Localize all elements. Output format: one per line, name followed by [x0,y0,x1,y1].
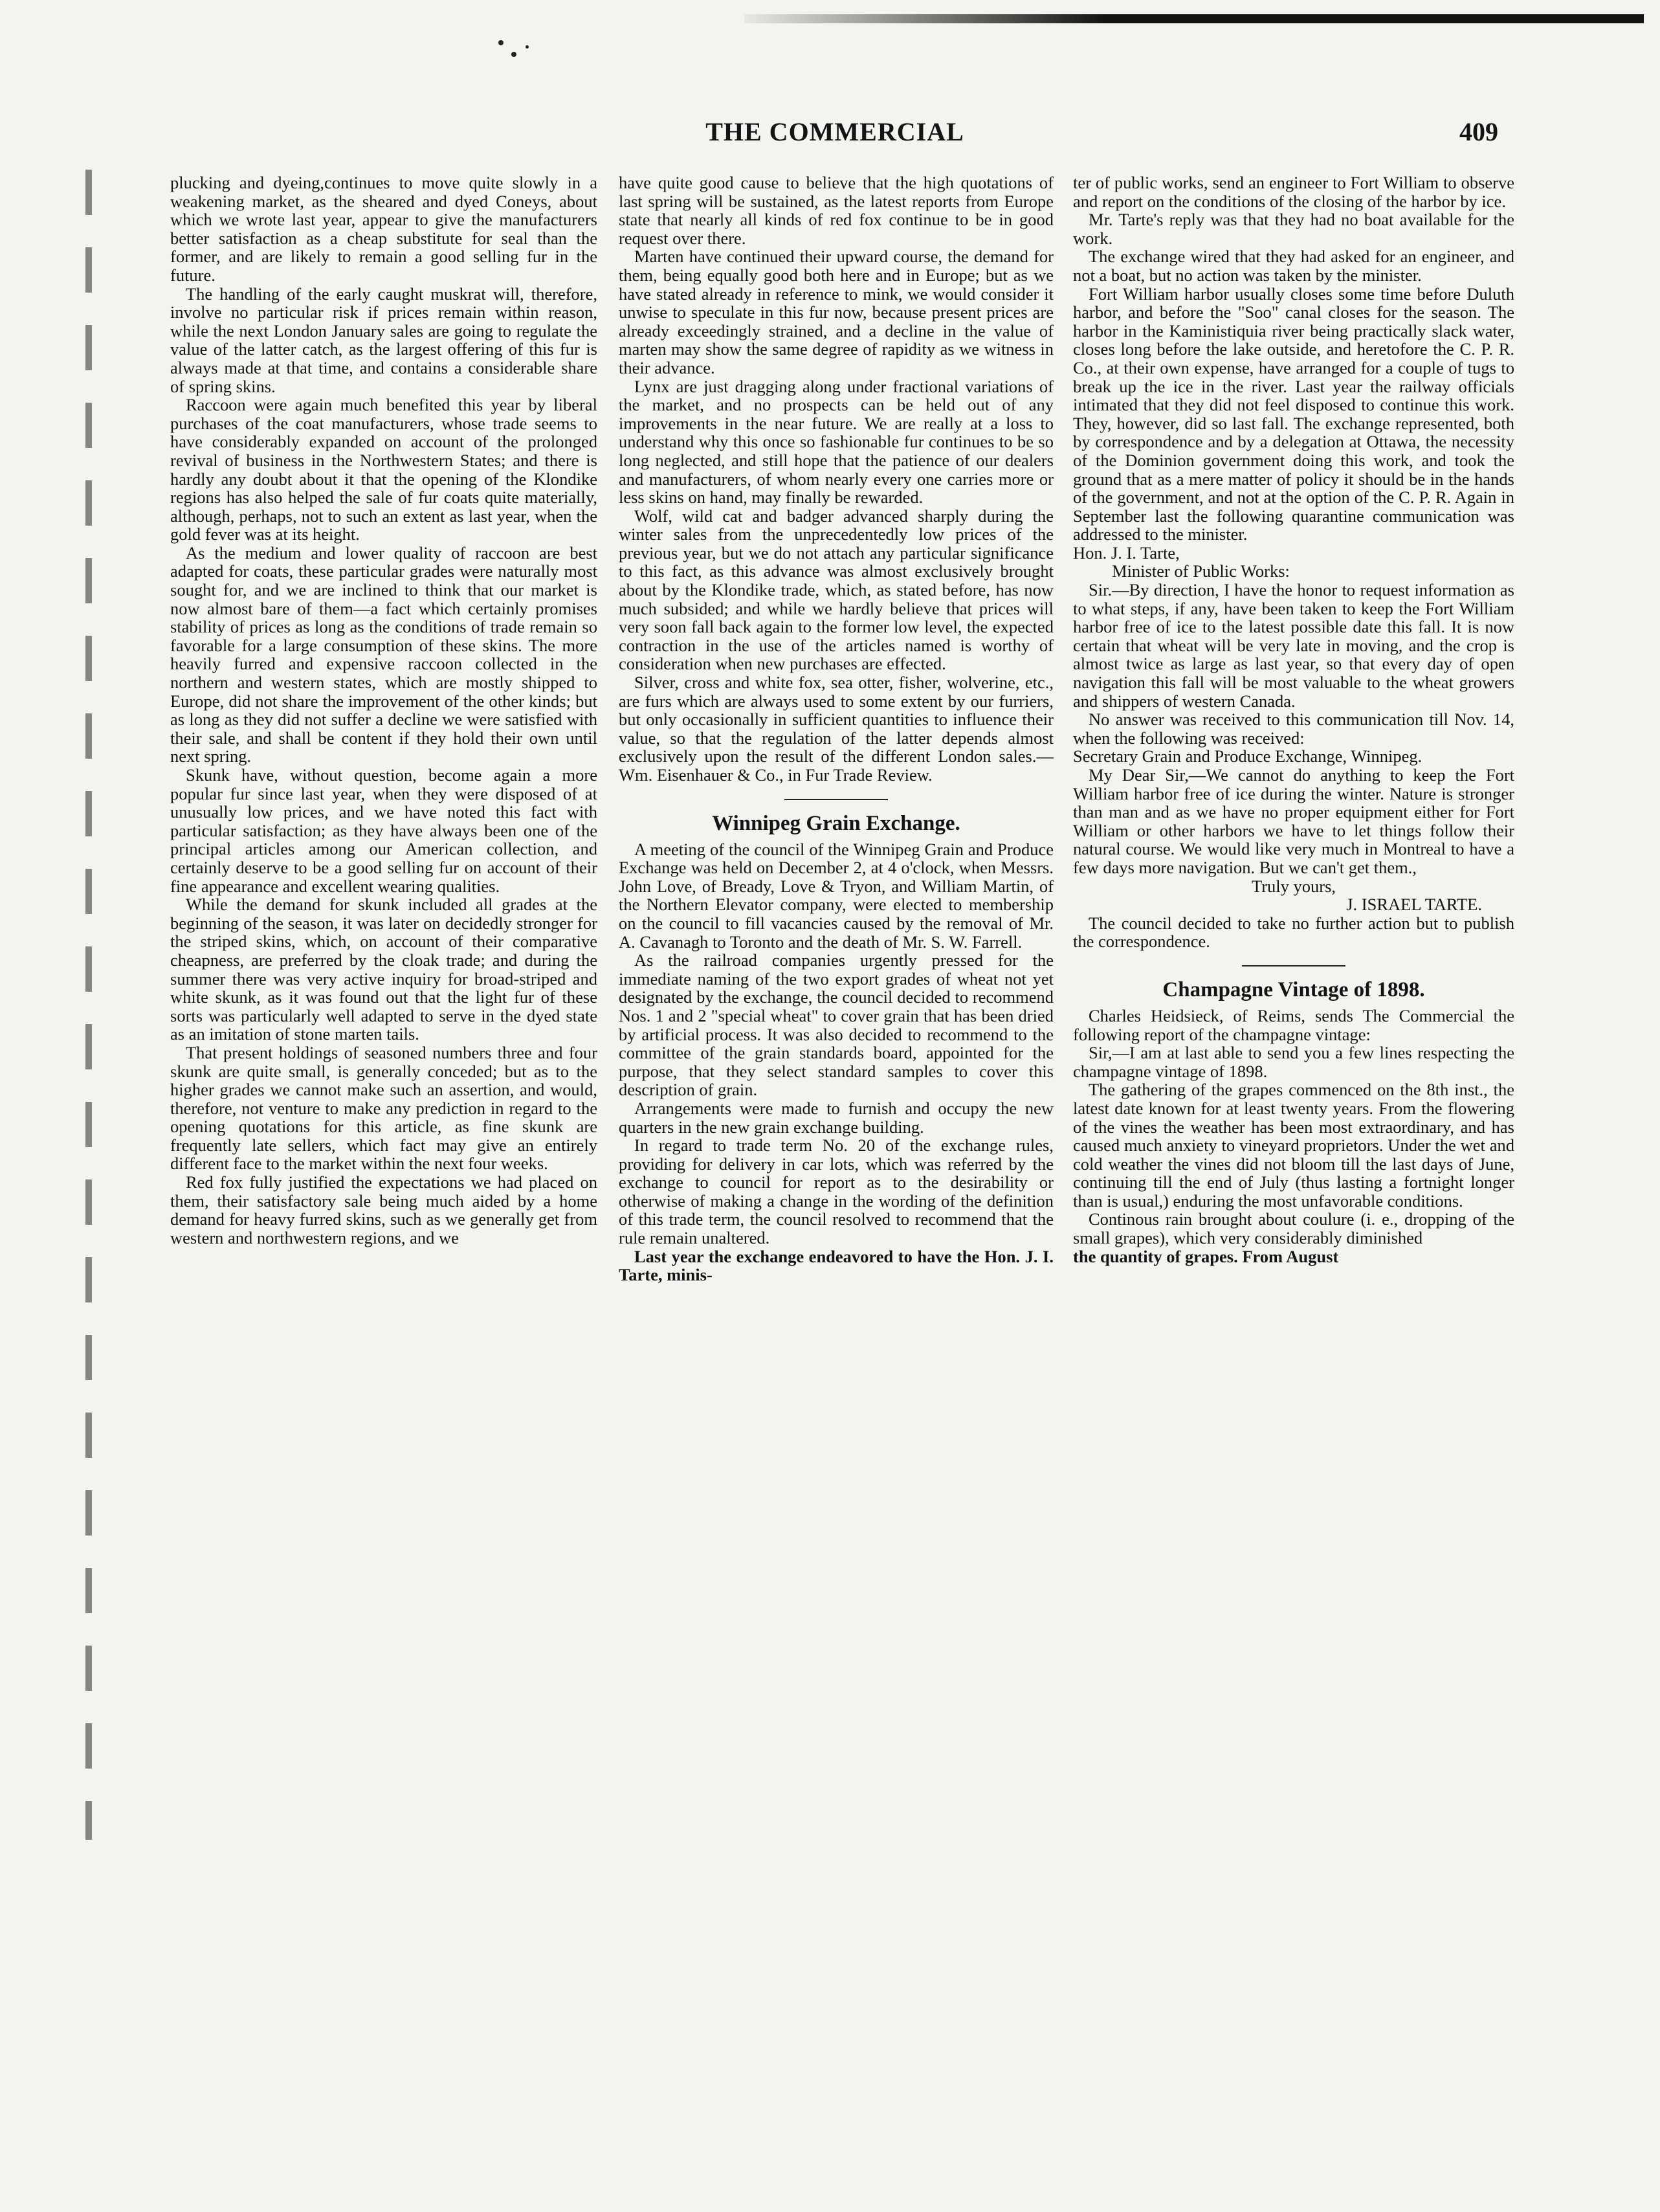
letter-addressee: Secretary Grain and Produce Exchange, Winnipeg. [1073,746,1422,766]
scan-left-margin-marks [85,170,92,1840]
section-divider [784,799,888,800]
page-header [159,117,1511,158]
paragraph: As the medium and lower quality of raccoon are best adapted for coats, these particular grades were naturally most sought for, and we are inclined to think that our market is now almost bare of them—a fact which certainly promises stability of prices as long as the conditions of trade remain so favorable for a large consumption of these skins. The more heavily furred and expensive raccoon collected in the northern and western states, which are mostly shipped to Europe, did not share the improvement of the other kinds; but as long as they did not suffer a decline we were satisfied with their sale, and shall be content if they hold their own until next spring. [170,542,597,766]
paragraph: That present holdings of seasoned numbers three and four skunk are quite small, is generally conceded; but as to the higher grades we cannot make such an assertion, and would, therefore, not venture to make any prediction in regard to the opening quotations for this article, as fine skunk are frequently late sellers, which fact may give an entirely different face to the market within the next four weeks. [170,1042,597,1174]
scan-dot [526,45,529,49]
paragraph: Last year the exchange endeavored to have the Hon. J. I. Tarte, minis- [619,1246,1054,1285]
paragraph: No answer was received to this communication till Nov. 14, when the following was received: [1073,709,1514,748]
article-heading-winnipeg-grain-exchange: Winnipeg Grain Exchange. [712,811,960,835]
paragraph: Fort William harbor usually closes some time before Duluth harbor, and before the "Soo" canal closes for the season. The harbor in the Kaministiquia river being practically slack water, closes long before the lake outside, and heretofore the C. P. R. Co., at their own expense, have arranged for a couple of tugs to break up the ice in the river. Last year the railway officials intimated that they did not feel disposed to continue this work. They, however, did so last fall. The exchange represented, both by correspondence and by a delegation at Ottawa, the necessity of the Dominion government doing this work, and took the ground that as a mere matter of policy it should be in the hands of the government, and not at the option of the C. P. R. Again in September last the following quarantine communication was addressed to the minister. [1073,284,1514,544]
paragraph: While the demand for skunk included all grades at the beginning of the season, it was later on decidedly stronger for the striped skins, which, on account of their comparative cheapness, are preferred by the cloak trade; and during the summer there was very active inquiry for broad-striped and white skunk, as it was found out that the light fur of these sorts was particularly well adapted to serve in the dyed state as an imitation of stone marten tails. [170,895,597,1044]
paragraph: The exchange wired that they had asked for an engineer, and not a boat, but no action was taken by the minister. [1073,247,1514,285]
paragraph: Marten have continued their upward course, the demand for them, being equally good both here and in Europe; but as we have stated already in reference to mink, we would consider it unwise to speculate in this fur now, because present prices are already exceedingly strained, and a decline in the value of marten may show the same degree of rapidity as we witness in their advance. [619,247,1054,377]
paragraph: The handling of the early caught muskrat will, therefore, involve no particular risk if prices remain within reason, while the next London January sales are going to regulate the value of the latter catch, as the largest offering of this fur is always made at that time, and contains a considerable share of spring skins. [170,284,597,396]
section-divider [1242,965,1345,966]
paragraph: Charles Heidsieck, of Reims, sends The Commercial the following report of the champagne vintage: [1073,1005,1514,1044]
letter-addressee: Hon. J. I. Tarte, [1073,542,1180,563]
letter-office: Minister of Public Works: [1112,561,1290,581]
paragraph: Red fox fully justified the expectations we had placed on them, their satisfactory sale being much aided by a home demand for heavy furred skins, such as we generally get from western and northwestern regions, and we [170,1172,597,1247]
paragraph: plucking and dyeing,continues to move quite slowly in a weakening market, as the sheared and dyed Coneys, about which we wrote last year, appear to give the manufacturers better satisfaction as a cheap substitute for seal than the former, and are likely to remain a good selling fur in the future. [170,173,597,285]
column-3 [1073,173,1514,1266]
scan-dot [511,52,516,57]
paragraph: Raccoon were again much benefited this year by liberal purchases of the coat manufacturers, whose trade seems to have considerably expanded on account of the prolonged revival of business in the Northwestern States; and there is hardly any doubt about it that the opening of the Klondike regions has also helped the sale of fur coats quite materially, although, perhaps, not to such an extent as last year, when the gold fever was at its height. [170,395,597,544]
letter-closing: Truly yours, [1251,876,1336,896]
paragraph: Mr. Tarte's reply was that they had no boat available for the work. [1073,210,1514,248]
paragraph: Continous rain brought about coulure (i. e., dropping of the small grapes), which very considerably diminished [1073,1209,1514,1248]
paragraph: A meeting of the council of the Winnipeg Grain and Produce Exchange was held on December 2, at 4 o'clock, when Messrs. John Love, of Bready, Love & Tryon, and William Martin, of the Northern Elevator company, were elected to membership on the council to fill vacancies caused by the removal of Mr. A. Cavanagh to Toronto and the death of Mr. S. W. Farrell. [619,839,1054,952]
letter-body: My Dear Sir,—We cannot do anything to keep the Fort William harbor free of ice during the winter. Nature is stronger than man and as we have no proper equipment either for Fort William or other harbors we have to let things follow their natural course. We would like very much in Montreal to have a few days more navigation. But we can't get them., [1073,765,1514,877]
paragraph: The council decided to take no further action but to publish the correspondence. [1073,913,1514,952]
paragraph: have quite good cause to believe that the high quotations of last spring will be sustained, as the latest reports from Europe state that nearly all kinds of red fox continue to be in good request over there. [619,173,1054,248]
scan-top-rule [744,14,1644,23]
letter-signature: J. ISRAEL TARTE. [1346,895,1482,915]
article-heading-champagne-vintage: Champagne Vintage of 1898. [1162,978,1425,1001]
paragraph: The gathering of the grapes commenced on the 8th inst., the latest date known for at least twenty years. From the flowering of the vines the weather has been most extraordinary, and has caused much anxiety to vineyard proprietors. Under the wet and cold weather the vines did not bloom till the last days of June, continuing till the end of July (thus lasting a fortnight longer than is usual,) enduring the most unfavorable conditions. [1073,1080,1514,1211]
page-number: 409 [1459,117,1498,146]
paragraph: Arrangements were made to furnish and occupy the new quarters in the new grain exchange building. [619,1098,1054,1137]
paragraph: In regard to trade term No. 20 of the exchange rules, providing for delivery in car lots, which was referred by the exchange to council for report as to the desirability or otherwise of making a change in the wording of the definition of this trade term, the council resolved to recommend that the rule remain unaltered. [619,1135,1054,1248]
scan-dot [498,40,504,45]
paragraph: Silver, cross and white fox, sea otter, fisher, wolverine, etc., are furs which are always used to some extent by our furriers, but only occasionally in sufficient quantities to influence their value, so that the regulation of the latter depends almost exclusively upon the result of the different London sales.—Wm. Eisenhauer & Co., in Fur Trade Review. [619,673,1054,785]
column-2 [619,173,1054,1284]
paragraph: the quantity of grapes. From August [1073,1246,1339,1266]
publication-title: THE COMMERCIAL [705,117,964,146]
paragraph: Wolf, wild cat and badger advanced sharply during the winter sales from the unprecedentedly low prices of the previous year, but we do not attach any particular significance to this fact, as this advance was almost exclusively brought about by the Klondike trade, which, as stated before, has now much subsided; and while we hardly believe that prices will very soon fall back again to the former low level, the expected contraction in the use of the articles named is worthy of consideration when new purchases are effected. [619,506,1054,674]
paragraph: As the railroad companies urgently pressed for the immediate naming of the two export grades of wheat not yet designated by the exchange, the council decided to recommend Nos. 1 and 2 "special wheat" to cover grain that has been dried by artificial process. It was also decided to recommend to the committee of the grain standards board, appointed for the purpose, that they select standard samples to cover this description of grain. [619,950,1054,1100]
paragraph: Lynx are just dragging along under fractional variations of the market, and no prospects can be held out of any improvements in the near future. We are really at a loss to understand why this once so fashionable fur continues to be so long neglected, and still hope that the patience of our dealers and manufacturers, of whom nearly every one carries more or less skins on hand, may finally be rewarded. [619,376,1054,508]
paragraph: ter of public works, send an engineer to Fort William to observe and report on the conditions of the closing of the harbor by ice. [1073,173,1514,211]
scan-edge-marks [0,0,1660,52]
letter-body: Sir.—By direction, I have the honor to request information as to what steps, if any, have been taken to keep the Fort William harbor free of ice to the latest possible date this fall. It is now certain that wheat will be very late in moving, and the crop is almost twice as large as last year, so that every day of open navigation this fall will be most valuable to the wheat growers and shippers of western Canada. [1073,580,1514,711]
paragraph: Sir,—I am at last able to send you a few lines respecting the champagne vintage of 1898. [1073,1043,1514,1081]
column-1 [170,173,597,1247]
paragraph: Skunk have, without question, become again a more popular fur since last year, when they were disposed of at unusually low prices, and we have noted this fact with particular satisfaction; as they have always been one of the principal articles among our American collection, and certainly deserve to be a good selling fur on account of their fine appearance and excellent wearing qualities. [170,765,597,896]
